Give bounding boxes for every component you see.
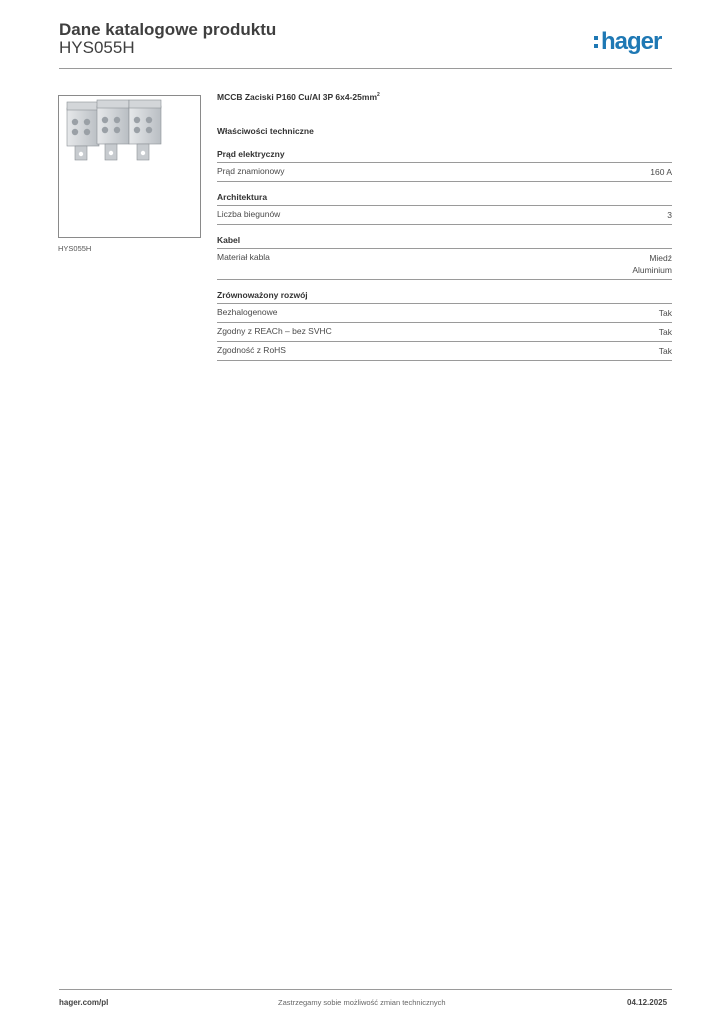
spec-group-title: Zrównoważony rozwój	[217, 290, 672, 304]
spec-group-title: Kabel	[217, 235, 672, 249]
header-divider	[59, 68, 672, 69]
footer-date: 04.12.2025	[627, 998, 668, 1007]
product-code: HYS055H	[59, 38, 135, 57]
spec-value-item: Tak	[658, 327, 672, 337]
spec-label: Zgodność z RoHS	[217, 345, 286, 355]
spec-value-item: Tak	[658, 308, 672, 318]
spec-value-item: 160 A	[650, 167, 672, 177]
terminal-1	[67, 102, 99, 160]
spec-value	[659, 345, 672, 357]
product-image	[58, 95, 201, 238]
footer-divider	[59, 989, 672, 990]
spec-label: Materiał kabla	[217, 252, 270, 262]
spec-label: Prąd znamionowy	[217, 166, 285, 176]
spec-label: Zgodny z REACh – bez SVHC	[217, 326, 332, 336]
spec-value	[659, 326, 672, 338]
svg-text:hager: hager	[601, 28, 662, 55]
spec-group-title: Architektura	[217, 192, 672, 206]
terminal-3	[129, 100, 161, 160]
spec-value-item: 3	[667, 210, 672, 220]
image-caption: HYS055H	[58, 244, 92, 253]
spec-value-item: Aluminium	[632, 265, 672, 275]
spec-row	[217, 323, 672, 342]
spec-label: Bezhalogenowe	[217, 307, 278, 317]
hager-logo[interactable]	[593, 24, 675, 58]
terminal-2	[97, 100, 129, 160]
spec-row	[217, 342, 672, 361]
spec-value	[659, 307, 672, 319]
page-title: Dane katalogowe produktu	[59, 20, 277, 39]
spec-row	[217, 304, 672, 323]
section-title: Właściwości techniczne	[217, 126, 314, 136]
spec-value-item: Miedź	[649, 253, 672, 263]
footer-website[interactable]: hager.com/pl	[59, 998, 109, 1007]
spec-group-title: Prąd elektryczny	[217, 149, 672, 163]
terminal-block-illustration	[59, 96, 200, 237]
spec-row	[217, 206, 672, 225]
product-name: MCCB Zaciski P160 Cu/Al 3P $6x4-25mm^2$	[217, 92, 380, 102]
spec-value	[667, 209, 672, 221]
spec-groups	[217, 149, 672, 361]
spec-label: Liczba biegunów	[217, 209, 281, 219]
spec-value-item: Tak	[658, 346, 672, 356]
spec-row	[217, 249, 672, 280]
spec-row	[217, 163, 672, 182]
spec-value	[632, 252, 672, 276]
spec-sheet	[217, 92, 672, 361]
spec-value	[650, 166, 672, 178]
footer-note: Zastrzegamy sobie możliwość zmian technicznych	[278, 998, 446, 1007]
